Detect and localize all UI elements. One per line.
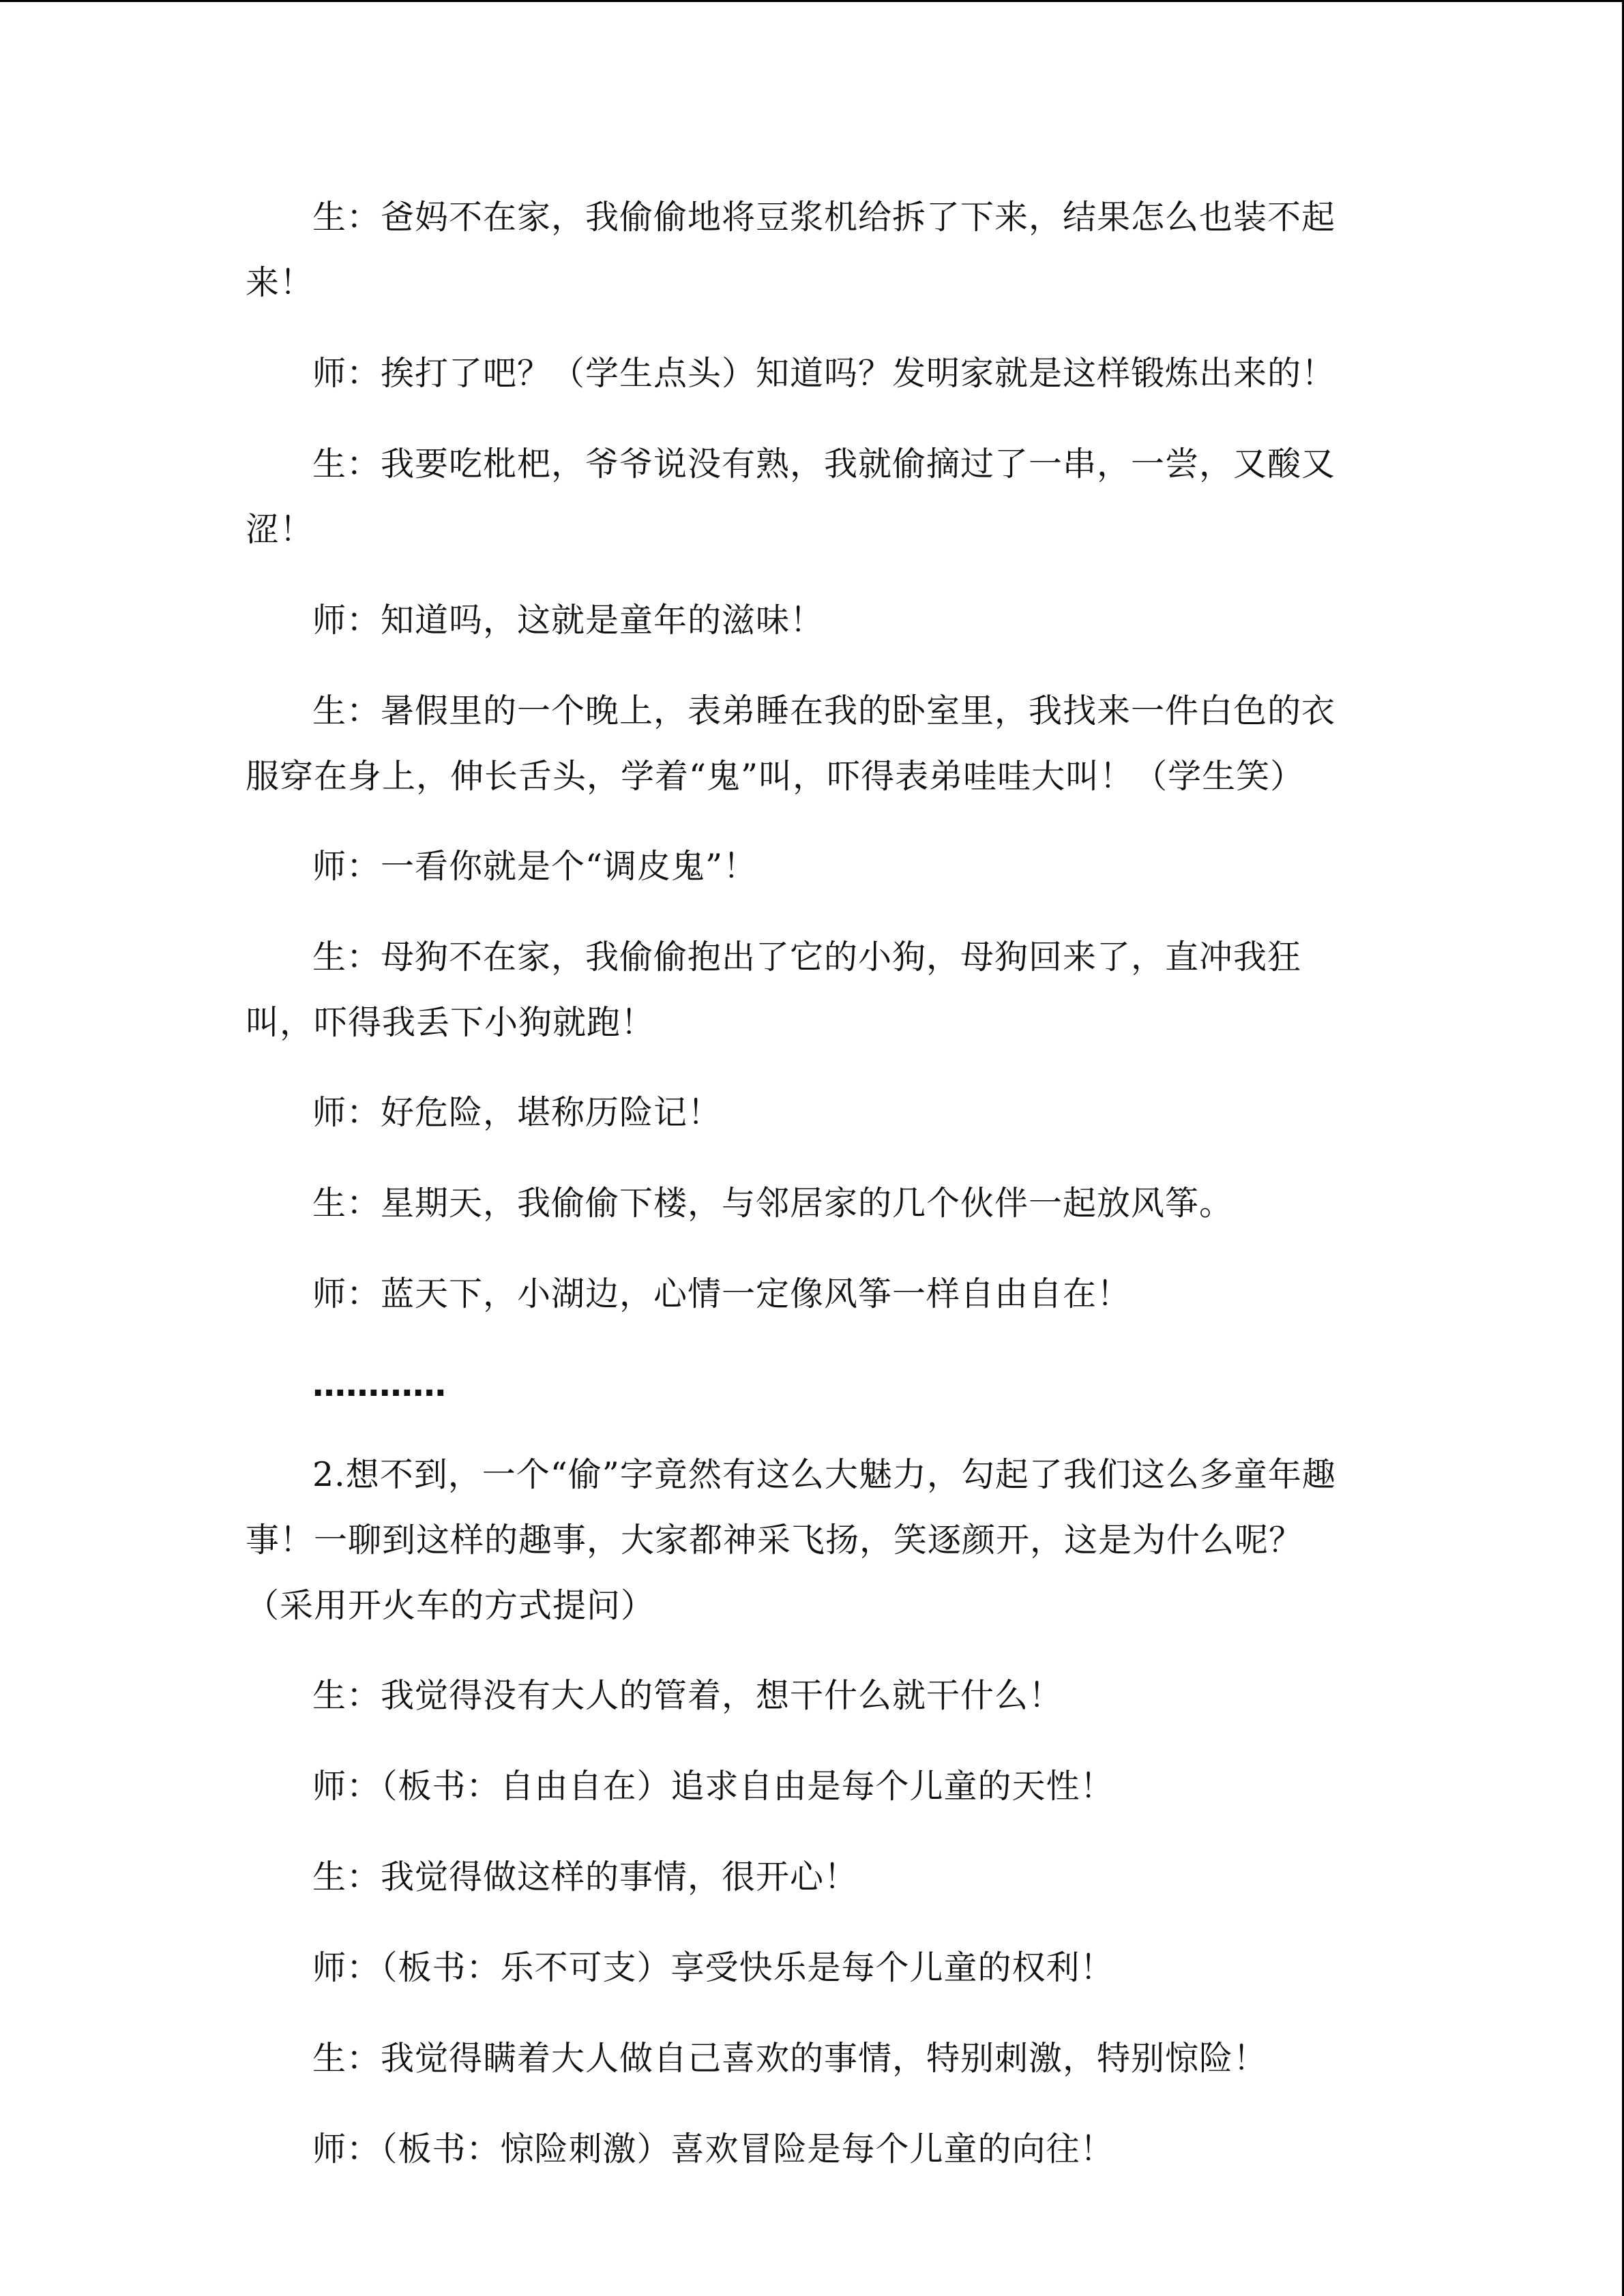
- dialogue-line-student: 生：我觉得没有大人的管着，想干什么就干什么！: [312, 1676, 1063, 1715]
- dialogue-line-student: 生：我要吃枇杷，爷爷说没有熟，我就偷摘过了一串，一尝，又酸又涩！: [246, 445, 1336, 549]
- dialogue-line-student: 生：暑假里的一个晚上，表弟睡在我的卧室里，我找来一件白色的衣服穿在身上，伸长舌头，学着“鬼”叫，吓得表弟哇哇大叫！（学生笑）: [246, 691, 1336, 796]
- dialogue-line-teacher: 师：（板书：惊险刺激）喜欢冒险是每个儿童的向往！: [312, 2130, 1114, 2168]
- dialogue-line-student: 生：我觉得瞒着大人做自己喜欢的事情，特别刺激，特别惊险！: [312, 2039, 1268, 2078]
- dialogue-line-student: 生：星期天，我偷偷下楼，与邻居家的几个伙伴一起放风筝。: [312, 1184, 1234, 1223]
- dialogue-line-student: 生：我觉得做这样的事情，很开心！: [312, 1858, 859, 1896]
- dialogue-line-teacher: 师：好危险，堪称历险记！: [312, 1093, 722, 1132]
- dialogue-line-student: 生：爸妈不在家，我偷偷地将豆浆机给拆了下来，结果怎么也装不起来！: [246, 198, 1336, 302]
- dialogue-line-teacher: 师：挨打了吧？（学生点头）知道吗？发明家就是这样锻炼出来的！: [312, 354, 1336, 393]
- document-body: [246, 185, 1364, 2207]
- dialogue-line-teacher: 师：知道吗，这就是童年的滋味！: [312, 601, 825, 640]
- dialogue-line-teacher: 师：（板书：自由自在）追求自由是每个儿童的天性！: [312, 1767, 1114, 1806]
- ellipsis-line: …………: [312, 1365, 446, 1404]
- dialogue-line-teacher: 师：蓝天下，小湖边，心情一定像风筝一样自由自在！: [312, 1274, 1132, 1313]
- dialogue-line-teacher: 师：（板书：乐不可支）享受快乐是每个儿童的权利！: [312, 1948, 1114, 1987]
- section-paragraph: 2.想不到，一个“偷”字竟然有这么大魅力，勾起了我们这么多童年趣事！一聊到这样的趣事，大家都神采飞扬，笑逐颜开，这是为什么呢？（采用开火车的方式提问）: [246, 1455, 1336, 1625]
- dialogue-line-student: 生：母狗不在家，我偷偷抱出了它的小狗，母狗回来了，直冲我狂叫，吓得我丢下小狗就跑！: [246, 938, 1302, 1042]
- dialogue-line-teacher: 师：一看你就是个“调皮鬼”！: [312, 847, 758, 886]
